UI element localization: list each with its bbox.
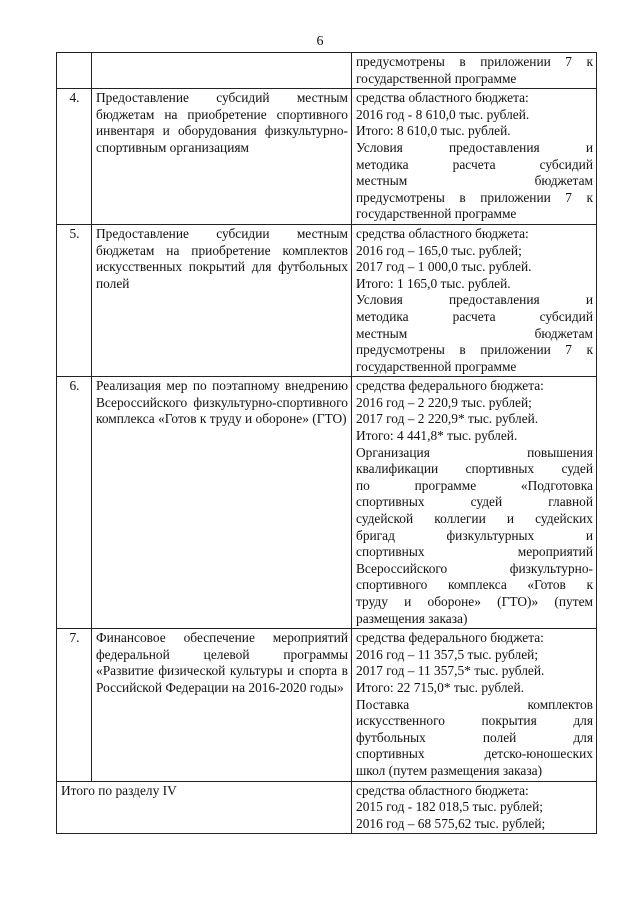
cell-line: 2016 год – 165,0 тыс. рублей;: [356, 242, 522, 258]
table-row: [57, 53, 597, 89]
cell-line: судейской коллегии и судейских: [356, 511, 593, 527]
cell-line: средства областного бюджета:: [356, 90, 529, 106]
cell-line: спортивных мероприятий: [356, 544, 593, 560]
cell-line: местным бюджетам: [356, 173, 593, 189]
cell-line: методика расчета субсидий: [356, 308, 593, 324]
cell-line: средства областного бюджета:: [356, 782, 529, 798]
cell-line: Условия предоставления и: [356, 139, 593, 155]
cell-line: по программе «Подготовка: [356, 477, 593, 493]
cell-line: методика расчета субсидий: [356, 156, 593, 172]
cell-line: Итого: 8 610,0 тыс. рублей.: [356, 123, 511, 139]
row-number-cell: 6.: [57, 377, 92, 629]
cell-line: Всероссийского физкультурно-: [356, 560, 593, 576]
cell-line: государственной программе: [356, 70, 517, 86]
table-row: [57, 89, 597, 225]
funding-cell: [352, 377, 597, 629]
cell-line: средства областного бюджета:: [356, 225, 529, 241]
cell-line: предусмотрены в приложении 7 к: [356, 342, 593, 358]
description-cell: Реализация мер по поэтапному внедрению Всероссийского физкультурно-спортивного комплекса «Готов к труду и обороне» (ГТО): [92, 377, 352, 629]
cell-line: средства федерального бюджета:: [356, 630, 544, 646]
page-number: 6: [316, 34, 324, 49]
cell-line: Итого: 4 441,8* тыс. рублей.: [356, 428, 518, 444]
table-row: [57, 224, 597, 376]
cell-line: Поставка комплектов: [356, 696, 593, 712]
measures-table: [56, 52, 597, 834]
description-cell: Предоставление субсидии местным бюджетам на приобретение комплектов искусственных покрытий для футбольных полей: [92, 224, 352, 376]
cell-line: 2015 год - 182 018,5 тыс. рублей;: [356, 799, 543, 815]
cell-line: 2016 год - 8 610,0 тыс. рублей.: [356, 106, 530, 122]
row-number-cell: [57, 53, 92, 89]
cell-line: средства федерального бюджета:: [356, 378, 544, 394]
cell-line: государственной программе: [356, 358, 517, 374]
funding-cell: [352, 629, 597, 781]
cell-line: футбольных полей для: [356, 729, 593, 745]
cell-line: государственной программе: [356, 206, 517, 222]
description-cell: Финансовое обеспечение мероприятий федеральной целевой программы «Развитие физической культуры и спорта в Российской Федерации на 2016-2020 годы»: [92, 629, 352, 781]
row-number-cell: 7.: [57, 629, 92, 781]
total-label-cell: Итого по разделу IV: [57, 781, 352, 834]
cell-line: Организация повышения: [356, 444, 593, 460]
funding-cell: [352, 89, 597, 225]
cell-line: местным бюджетам: [356, 325, 593, 341]
cell-line: квалификации спортивных судей: [356, 461, 593, 477]
cell-line: спортивных судей главной: [356, 494, 593, 510]
cell-line: Условия предоставления и: [356, 292, 593, 308]
cell-line: предусмотрены в приложении 7 к: [356, 54, 593, 69]
funding-cell: [352, 53, 597, 89]
description-cell: Предоставление субсидий местным бюджетам на приобретение спортивного инвентаря и оборудования физкультурно-спортивным организациям: [92, 89, 352, 225]
cell-line: спортивного комплекса «Готов к: [356, 577, 593, 593]
cell-line: труду и обороне» (ГТО)» (путем: [356, 594, 593, 609]
cell-line: 2017 год – 11 357,5* тыс. рублей.: [356, 663, 545, 679]
cell-line: 2016 год – 68 575,62 тыс. рублей;: [356, 815, 546, 831]
total-row: [57, 781, 597, 834]
row-number-cell: 5.: [57, 224, 92, 376]
funding-cell: [352, 781, 597, 834]
cell-line: 2017 год – 1 000,0 тыс. рублей.: [356, 259, 532, 275]
cell-line: школ (путем размещения заказа): [356, 762, 543, 778]
cell-line: 2016 год – 2 220,9 тыс. рублей;: [356, 394, 532, 410]
cell-line: Итого: 22 715,0* тыс. рублей.: [356, 679, 525, 695]
cell-line: 2016 год – 11 357,5 тыс. рублей;: [356, 646, 539, 662]
table-row: [57, 629, 597, 781]
cell-line: размещения заказа): [356, 610, 468, 626]
table-row: [57, 377, 597, 629]
cell-line: Итого: 1 165,0 тыс. рублей.: [356, 275, 511, 291]
cell-line: предусмотрены в приложении 7 к: [356, 189, 593, 205]
cell-line: 2017 год – 2 220,9* тыс. рублей.: [356, 411, 539, 427]
funding-cell: [352, 224, 597, 376]
cell-line: искусственного покрытия для: [356, 713, 593, 729]
cell-line: бригад физкультурных и: [356, 527, 593, 543]
cell-line: спортивных детско-юношеских: [356, 746, 593, 762]
row-number-cell: 4.: [57, 89, 92, 225]
description-cell: [92, 53, 352, 89]
